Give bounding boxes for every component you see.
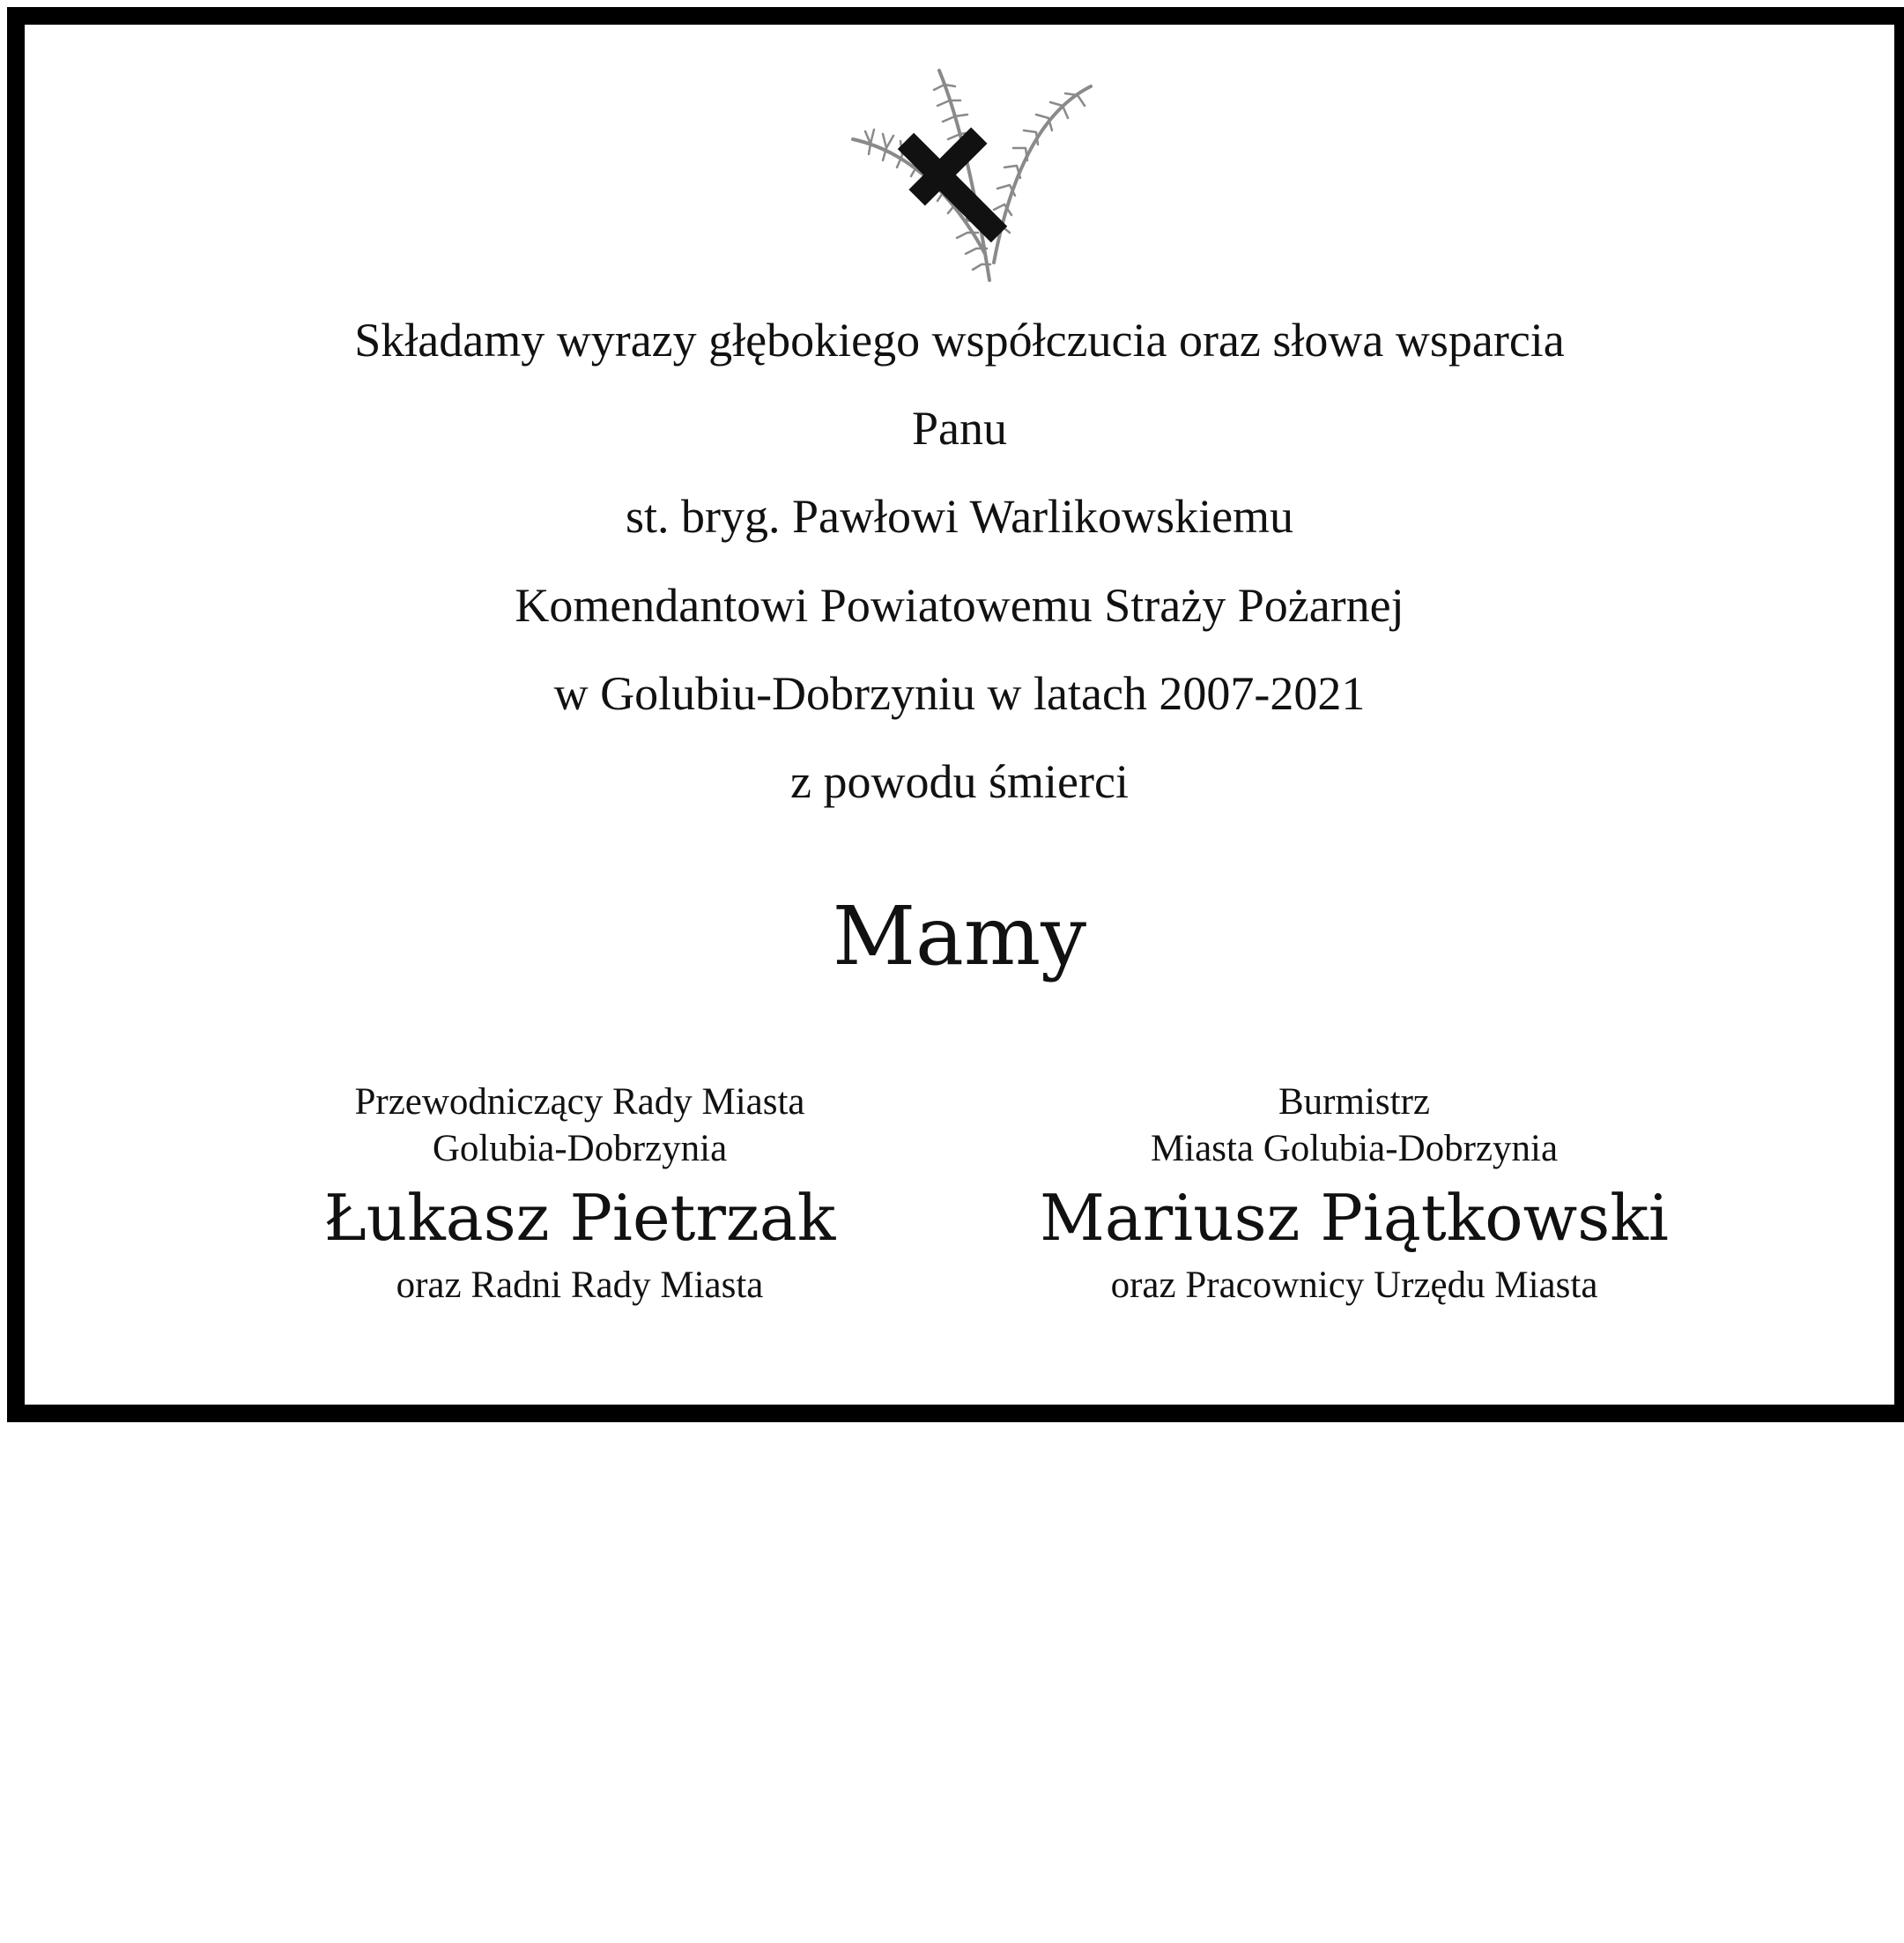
signatory-left	[183, 1079, 976, 1309]
cross-with-ferns-icon	[835, 60, 1117, 298]
condolence-line-4: Komendantowi Powiatowemu Straży Pożarnej	[515, 579, 1404, 632]
signatory-left-role-2: Golubia-Dobrzynia	[432, 1128, 728, 1169]
deceased-heading: Mamy	[832, 889, 1087, 983]
condolence-line-2: Panu	[912, 402, 1007, 455]
condolence-line-1: Składamy wyrazy głębokiego współczucia oraz słowa wsparcia	[354, 314, 1565, 367]
signatory-right-role-2: Miasta Golubia-Dobrzynia	[1150, 1128, 1559, 1169]
condolence-frame	[7, 7, 1904, 1422]
signatory-right	[958, 1079, 1751, 1309]
condolence-line-5: w Golubiu-Dobrzyniu w latach 2007-2021	[553, 667, 1366, 720]
condolence-line-6: z powodu śmierci	[790, 755, 1129, 808]
signatory-left-name: Łukasz Pietrzak	[323, 1181, 836, 1255]
signatory-right-name: Mariusz Piątkowski	[1040, 1181, 1669, 1255]
signatory-right-together: oraz Pracownicy Urzędu Miasta	[1110, 1264, 1598, 1306]
signatory-left-role-1: Przewodniczący Rady Miasta	[354, 1081, 805, 1123]
signatory-left-together: oraz Radni Rady Miasta	[396, 1264, 764, 1306]
condolence-line-3: st. bryg. Pawłowi Warlikowskiemu	[625, 490, 1294, 543]
signatory-right-role-1: Burmistrz	[1278, 1081, 1430, 1123]
